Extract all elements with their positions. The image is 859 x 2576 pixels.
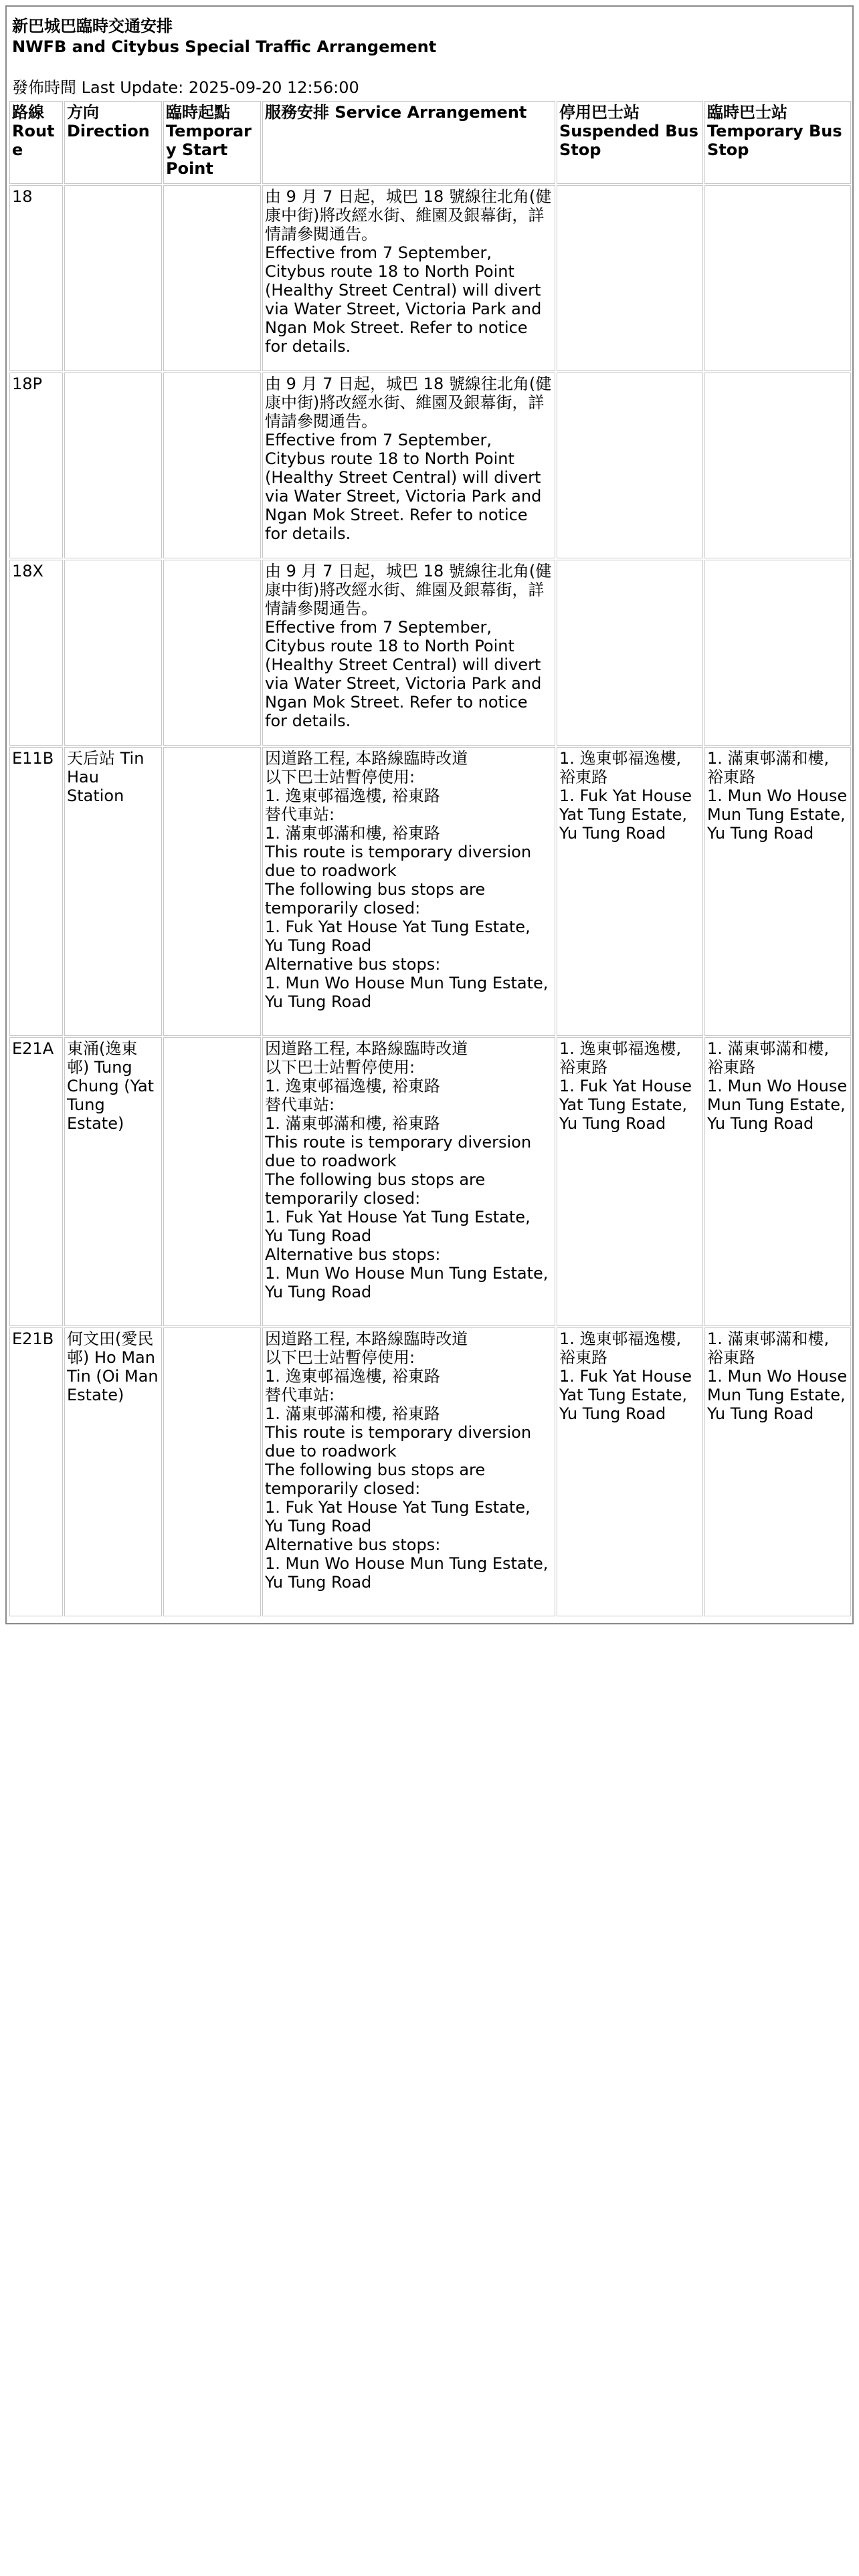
table-row	[9, 1327, 851, 1616]
start-point-cell	[163, 185, 261, 371]
temporary-stop-chinese: 1. 滿東邨滿和樓, 裕東路	[707, 749, 830, 786]
service-cell	[262, 747, 555, 1036]
suspended-stop-english: 1. Fuk Yat House Yat Tung Estate, Yu Tung Road	[559, 786, 692, 843]
service-text-english: Effective from 7 September, Citybus route 18 to North Point (Healthy Street Central) will divert via Water Street, Victoria Park and Ngan Mok Street. Refer to notice for details.	[265, 243, 542, 356]
service-line: 以下巴士站暫停使用:	[265, 1058, 415, 1077]
route-cell: 18P	[9, 372, 63, 558]
service-line: 替代車站:	[265, 805, 335, 824]
direction-cell	[64, 185, 162, 371]
route-cell: 18X	[9, 560, 63, 746]
service-line: 替代車站:	[265, 1095, 335, 1114]
start-point-cell	[163, 1327, 261, 1616]
service-line: The following bus stops are temporarily closed:	[265, 1461, 486, 1498]
service-text-english: Effective from 7 September, Citybus route 18 to North Point (Healthy Street Central) will divert via Water Street, Victoria Park and Ngan Mok Street. Refer to notice for details.	[265, 618, 542, 730]
traffic-arrangement-table	[8, 100, 852, 1618]
route-cell: E21A	[9, 1037, 63, 1326]
direction-cell: 東涌(逸東邨) Tung Chung (Yat Tung Estate)	[64, 1037, 162, 1326]
suspended-stop-cell	[557, 560, 703, 746]
start-point-cell	[163, 372, 261, 558]
service-text-english: Effective from 7 September, Citybus route 18 to North Point (Healthy Street Central) will divert via Water Street, Victoria Park and Ngan Mok Street. Refer to notice for details.	[265, 431, 542, 543]
service-cell	[262, 1037, 555, 1326]
temporary-stop-cell	[704, 372, 851, 558]
table-row	[9, 1037, 851, 1326]
service-line: 以下巴士站暫停使用:	[265, 768, 415, 786]
service-cell	[262, 560, 555, 746]
service-cell	[262, 185, 555, 371]
arrangement-panel	[5, 5, 854, 1624]
route-cell: E11B	[9, 747, 63, 1036]
route-cell: 18	[9, 185, 63, 371]
service-line: 替代車站:	[265, 1386, 335, 1404]
temporary-stop-cell	[704, 747, 851, 1036]
service-line: 1. 逸東邨福逸樓, 裕東路	[265, 786, 440, 805]
column-header-temporary-stop: 臨時巴士站 Temporary Bus Stop	[704, 101, 851, 184]
direction-cell: 何文田(愛民邨) Ho Man Tin (Oi Man Estate)	[64, 1327, 162, 1616]
suspended-stop-cell	[557, 1037, 703, 1326]
start-point-cell	[163, 560, 261, 746]
service-line: 1. Fuk Yat House Yat Tung Estate, Yu Tung Road	[265, 918, 531, 955]
service-line: 以下巴士站暫停使用:	[265, 1348, 415, 1367]
service-line: Alternative bus stops:	[265, 1245, 441, 1264]
temporary-stop-chinese: 1. 滿東邨滿和樓, 裕東路	[707, 1039, 830, 1077]
service-line: 1. Fuk Yat House Yat Tung Estate, Yu Tung Road	[265, 1498, 531, 1535]
temporary-stop-cell	[704, 1037, 851, 1326]
direction-cell	[64, 372, 162, 558]
table-row	[9, 372, 851, 558]
service-line: 1. Fuk Yat House Yat Tung Estate, Yu Tung Road	[265, 1208, 531, 1245]
service-text-chinese: 由 9 月 7 日起，城巴 18 號線往北角(健康中街)將改經水街、維園及銀幕街，詳情請參閱通告。	[265, 374, 552, 431]
service-text-chinese: 由 9 月 7 日起，城巴 18 號線往北角(健康中街)將改經水街、維園及銀幕街，詳情請參閱通告。	[265, 187, 552, 243]
suspended-stop-cell	[557, 1327, 703, 1616]
service-text-chinese: 由 9 月 7 日起，城巴 18 號線往北角(健康中街)將改經水街、維園及銀幕街，詳情請參閱通告。	[265, 562, 552, 618]
column-header-route: 路線 Route	[9, 101, 63, 184]
column-header-service: 服務安排 Service Arrangement	[262, 101, 555, 184]
service-line: 1. 滿東邨滿和樓, 裕東路	[265, 1114, 440, 1133]
service-line: 因道路工程, 本路線臨時改道	[265, 1039, 468, 1058]
suspended-stop-english: 1. Fuk Yat House Yat Tung Estate, Yu Tung Road	[559, 1077, 692, 1133]
suspended-stop-chinese: 1. 逸東邨福逸樓, 裕東路	[559, 1039, 682, 1077]
service-line: Alternative bus stops:	[265, 1535, 441, 1554]
service-line: This route is temporary diversion due to roadwork	[265, 1133, 532, 1170]
service-line: 因道路工程, 本路線臨時改道	[265, 749, 468, 768]
temporary-stop-cell	[704, 1327, 851, 1616]
page-title-english: NWFB and Citybus Special Traffic Arrangement	[12, 37, 437, 56]
column-header-start-point: 臨時起點 Temporary Start Point	[163, 101, 261, 184]
temporary-stop-english: 1. Mun Wo House Mun Tung Estate, Yu Tung Road	[707, 1367, 848, 1423]
table-row	[9, 185, 851, 371]
service-cell	[262, 1327, 555, 1616]
start-point-cell	[163, 747, 261, 1036]
start-point-cell	[163, 1037, 261, 1326]
service-line: 1. Mun Wo House Mun Tung Estate, Yu Tung Road	[265, 1554, 549, 1592]
service-line: 1. 逸東邨福逸樓, 裕東路	[265, 1077, 440, 1095]
service-line: 1. 滿東邨滿和樓, 裕東路	[265, 1404, 440, 1423]
service-line: 因道路工程, 本路線臨時改道	[265, 1329, 468, 1348]
service-line: This route is temporary diversion due to roadwork	[265, 1423, 532, 1461]
service-line: The following bus stops are temporarily closed:	[265, 1170, 486, 1208]
service-line: 1. Mun Wo House Mun Tung Estate, Yu Tung Road	[265, 1264, 549, 1301]
service-line: The following bus stops are temporarily closed:	[265, 880, 486, 918]
column-header-direction: 方向 Direction	[64, 101, 162, 184]
service-line: 1. 滿東邨滿和樓, 裕東路	[265, 824, 440, 843]
suspended-stop-chinese: 1. 逸東邨福逸樓, 裕東路	[559, 749, 682, 786]
temporary-stop-chinese: 1. 滿東邨滿和樓, 裕東路	[707, 1329, 830, 1367]
suspended-stop-cell	[557, 372, 703, 558]
service-line: This route is temporary diversion due to roadwork	[265, 843, 532, 880]
table-row	[9, 747, 851, 1036]
service-line: Alternative bus stops:	[265, 955, 441, 974]
direction-cell	[64, 560, 162, 746]
direction-cell: 天后站 Tin Hau Station	[64, 747, 162, 1036]
page-title-chinese: 新巴城巴臨時交通安排	[12, 17, 173, 35]
service-line: 1. 逸東邨福逸樓, 裕東路	[265, 1367, 440, 1386]
suspended-stop-english: 1. Fuk Yat House Yat Tung Estate, Yu Tung Road	[559, 1367, 692, 1423]
table-row	[9, 560, 851, 746]
service-line: 1. Mun Wo House Mun Tung Estate, Yu Tung Road	[265, 974, 549, 1011]
route-cell: E21B	[9, 1327, 63, 1616]
suspended-stop-cell	[557, 185, 703, 371]
temporary-stop-cell	[704, 560, 851, 746]
suspended-stop-cell	[557, 747, 703, 1036]
temporary-stop-cell	[704, 185, 851, 371]
last-update-text: 發佈時間 Last Update: 2025-09-20 12:56:00	[12, 78, 359, 97]
page-heading	[8, 9, 851, 98]
column-header-suspended-stop: 停用巴士站 Suspended Bus Stop	[557, 101, 703, 184]
table-header-row	[9, 101, 851, 184]
suspended-stop-chinese: 1. 逸東邨福逸樓, 裕東路	[559, 1329, 682, 1367]
service-cell	[262, 372, 555, 558]
temporary-stop-english: 1. Mun Wo House Mun Tung Estate, Yu Tung Road	[707, 786, 848, 843]
temporary-stop-english: 1. Mun Wo House Mun Tung Estate, Yu Tung Road	[707, 1077, 848, 1133]
